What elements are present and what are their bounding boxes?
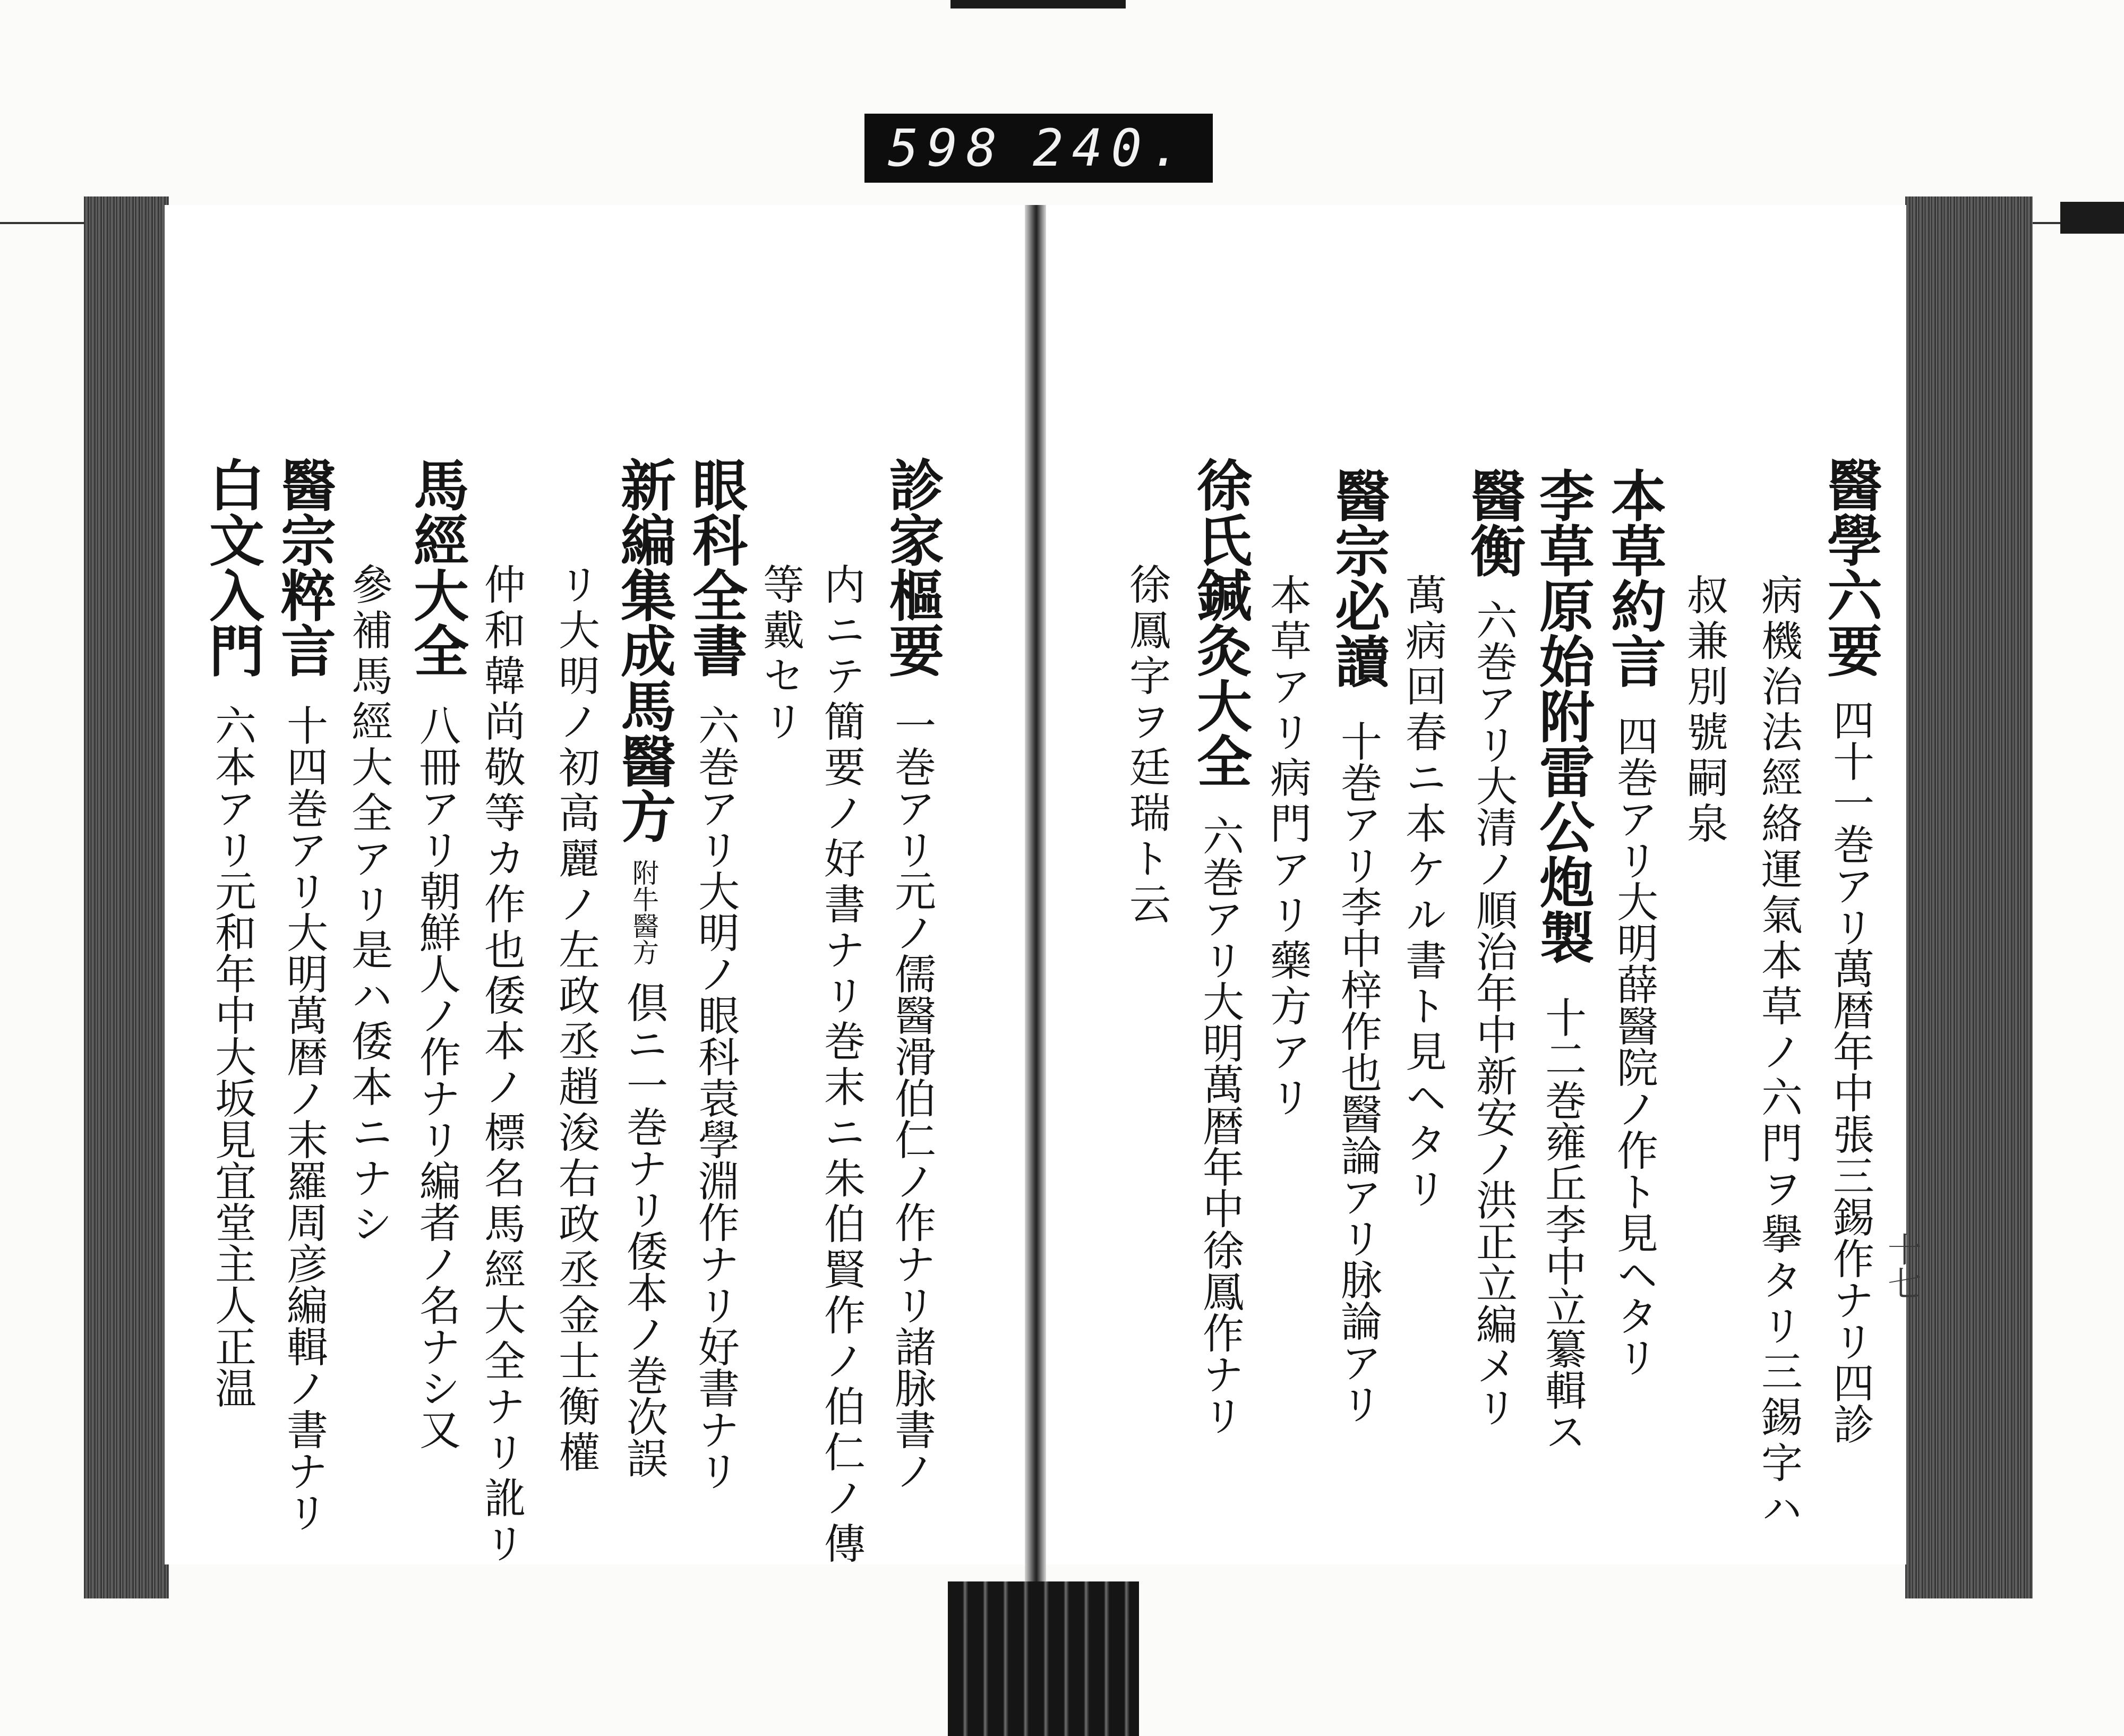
left-column-3: 等戴セリ xyxy=(756,563,804,746)
film-label-right-number: 240. xyxy=(1032,118,1189,178)
entry-title: 診家樞要 xyxy=(879,457,945,678)
entry-subtitle: 附牛醫方 xyxy=(628,859,659,965)
right-column-7: 萬病回春ニ本ケル書ト見ヘタリ xyxy=(1399,574,1446,1213)
entry-description: 六巻アリ大明ノ眼科袁學淵作ナリ好書ナリ xyxy=(691,704,739,1491)
entry-description: 四巻アリ大明薛醫院ノ作ト見ヘタリ xyxy=(1610,715,1658,1378)
microfilm-label xyxy=(864,114,1213,183)
left-column-4 xyxy=(683,457,748,1491)
right-column-11: 徐鳳字ヲ廷瑞ト云 xyxy=(1123,563,1170,928)
left-page-edge xyxy=(84,196,169,1598)
binding-bottom xyxy=(948,1581,1139,1736)
film-strip-top xyxy=(950,0,1126,8)
entry-description: 十四巻アリ大明萬暦ノ末羅周彦編輯ノ書ナリ xyxy=(280,704,328,1533)
entry-title: 徐氏鍼灸大全 xyxy=(1187,457,1253,788)
entry-title: 白文入門 xyxy=(200,457,265,678)
right-column-5 xyxy=(1530,467,1595,1452)
right-column-1 xyxy=(1818,457,1883,1444)
scanner-dark-mark xyxy=(2060,202,2124,234)
left-column-11 xyxy=(200,457,265,1408)
entry-description: 六巻アリ大清ノ順治年中新安ノ洪正立編メリ xyxy=(1469,599,1517,1427)
left-column-1 xyxy=(879,457,945,1491)
book-gutter xyxy=(1025,205,1046,1596)
left-column-10 xyxy=(271,457,337,1533)
entry-description: 八冊アリ朝鮮人ノ作ナリ編者ノ名ナシ又 xyxy=(413,704,460,1450)
entry-description: 六巻アリ大明萬暦年中徐鳳作ナリ xyxy=(1196,815,1244,1436)
left-column-2: 内ニテ簡要ノ好書ナリ巻末ニ朱伯賢作ノ伯仁ノ傳 xyxy=(817,563,865,1568)
entry-title: 李草原始附雷公炮製 xyxy=(1530,467,1595,964)
left-column-8 xyxy=(404,457,469,1450)
left-column-5 xyxy=(611,457,676,1478)
left-column-7: 仲和韓尚敬等カ作也倭本ノ標名馬經大全ナリ訛リ xyxy=(477,563,525,1568)
left-column-9: 參補馬經大全アリ是ハ倭本ニナシ xyxy=(345,563,392,1248)
entry-title: 新編集成馬醫方 xyxy=(611,457,676,843)
right-column-10 xyxy=(1187,457,1253,1436)
folio-number: 十七 xyxy=(1882,1232,1921,1300)
entry-description: 倶ニ一巻ナリ倭本ノ巻次誤 xyxy=(620,981,667,1478)
right-column-9: 本草アリ病門アリ藥方アリ xyxy=(1263,574,1311,1122)
right-column-6 xyxy=(1461,467,1526,1427)
right-page-edge xyxy=(1905,196,2033,1598)
right-column-8 xyxy=(1325,467,1391,1424)
right-column-4 xyxy=(1601,467,1667,1378)
entry-title: 醫學六要 xyxy=(1818,457,1883,678)
entry-description: 四十一巻アリ萬暦年中張三錫作ナリ四診 xyxy=(1826,699,1874,1444)
entry-title: 眼科全書 xyxy=(683,457,748,678)
right-column-3: 叔兼別號嗣泉 xyxy=(1680,574,1728,848)
entry-description: 十巻アリ李中梓作也醫論アリ脉論アリ xyxy=(1334,720,1382,1424)
entry-title: 醫宗必讀 xyxy=(1325,467,1391,688)
entry-title: 馬經大全 xyxy=(404,457,469,678)
entry-title: 醫衡 xyxy=(1461,467,1526,578)
entry-description: 六本アリ元和年中大坂見宜堂主人正温 xyxy=(208,704,256,1408)
entry-description: 一巻アリ元ノ儒醫滑伯仁ノ作ナリ諸脉書ノ xyxy=(888,704,936,1491)
left-column-6: リ大明ノ初高麗ノ左政丞趙浚右政丞金士衡權 xyxy=(552,563,599,1476)
film-label-left-number: 598 xyxy=(888,118,1006,178)
right-column-2: 病機治法經絡運氣本草ノ六門ヲ擧タリ三錫字ハ xyxy=(1754,574,1802,1533)
entry-title: 醫宗粹言 xyxy=(271,457,337,678)
entry-title: 本草約言 xyxy=(1601,467,1667,688)
entry-description: 十二巻雍丘李中立纂輯ス xyxy=(1538,996,1586,1452)
